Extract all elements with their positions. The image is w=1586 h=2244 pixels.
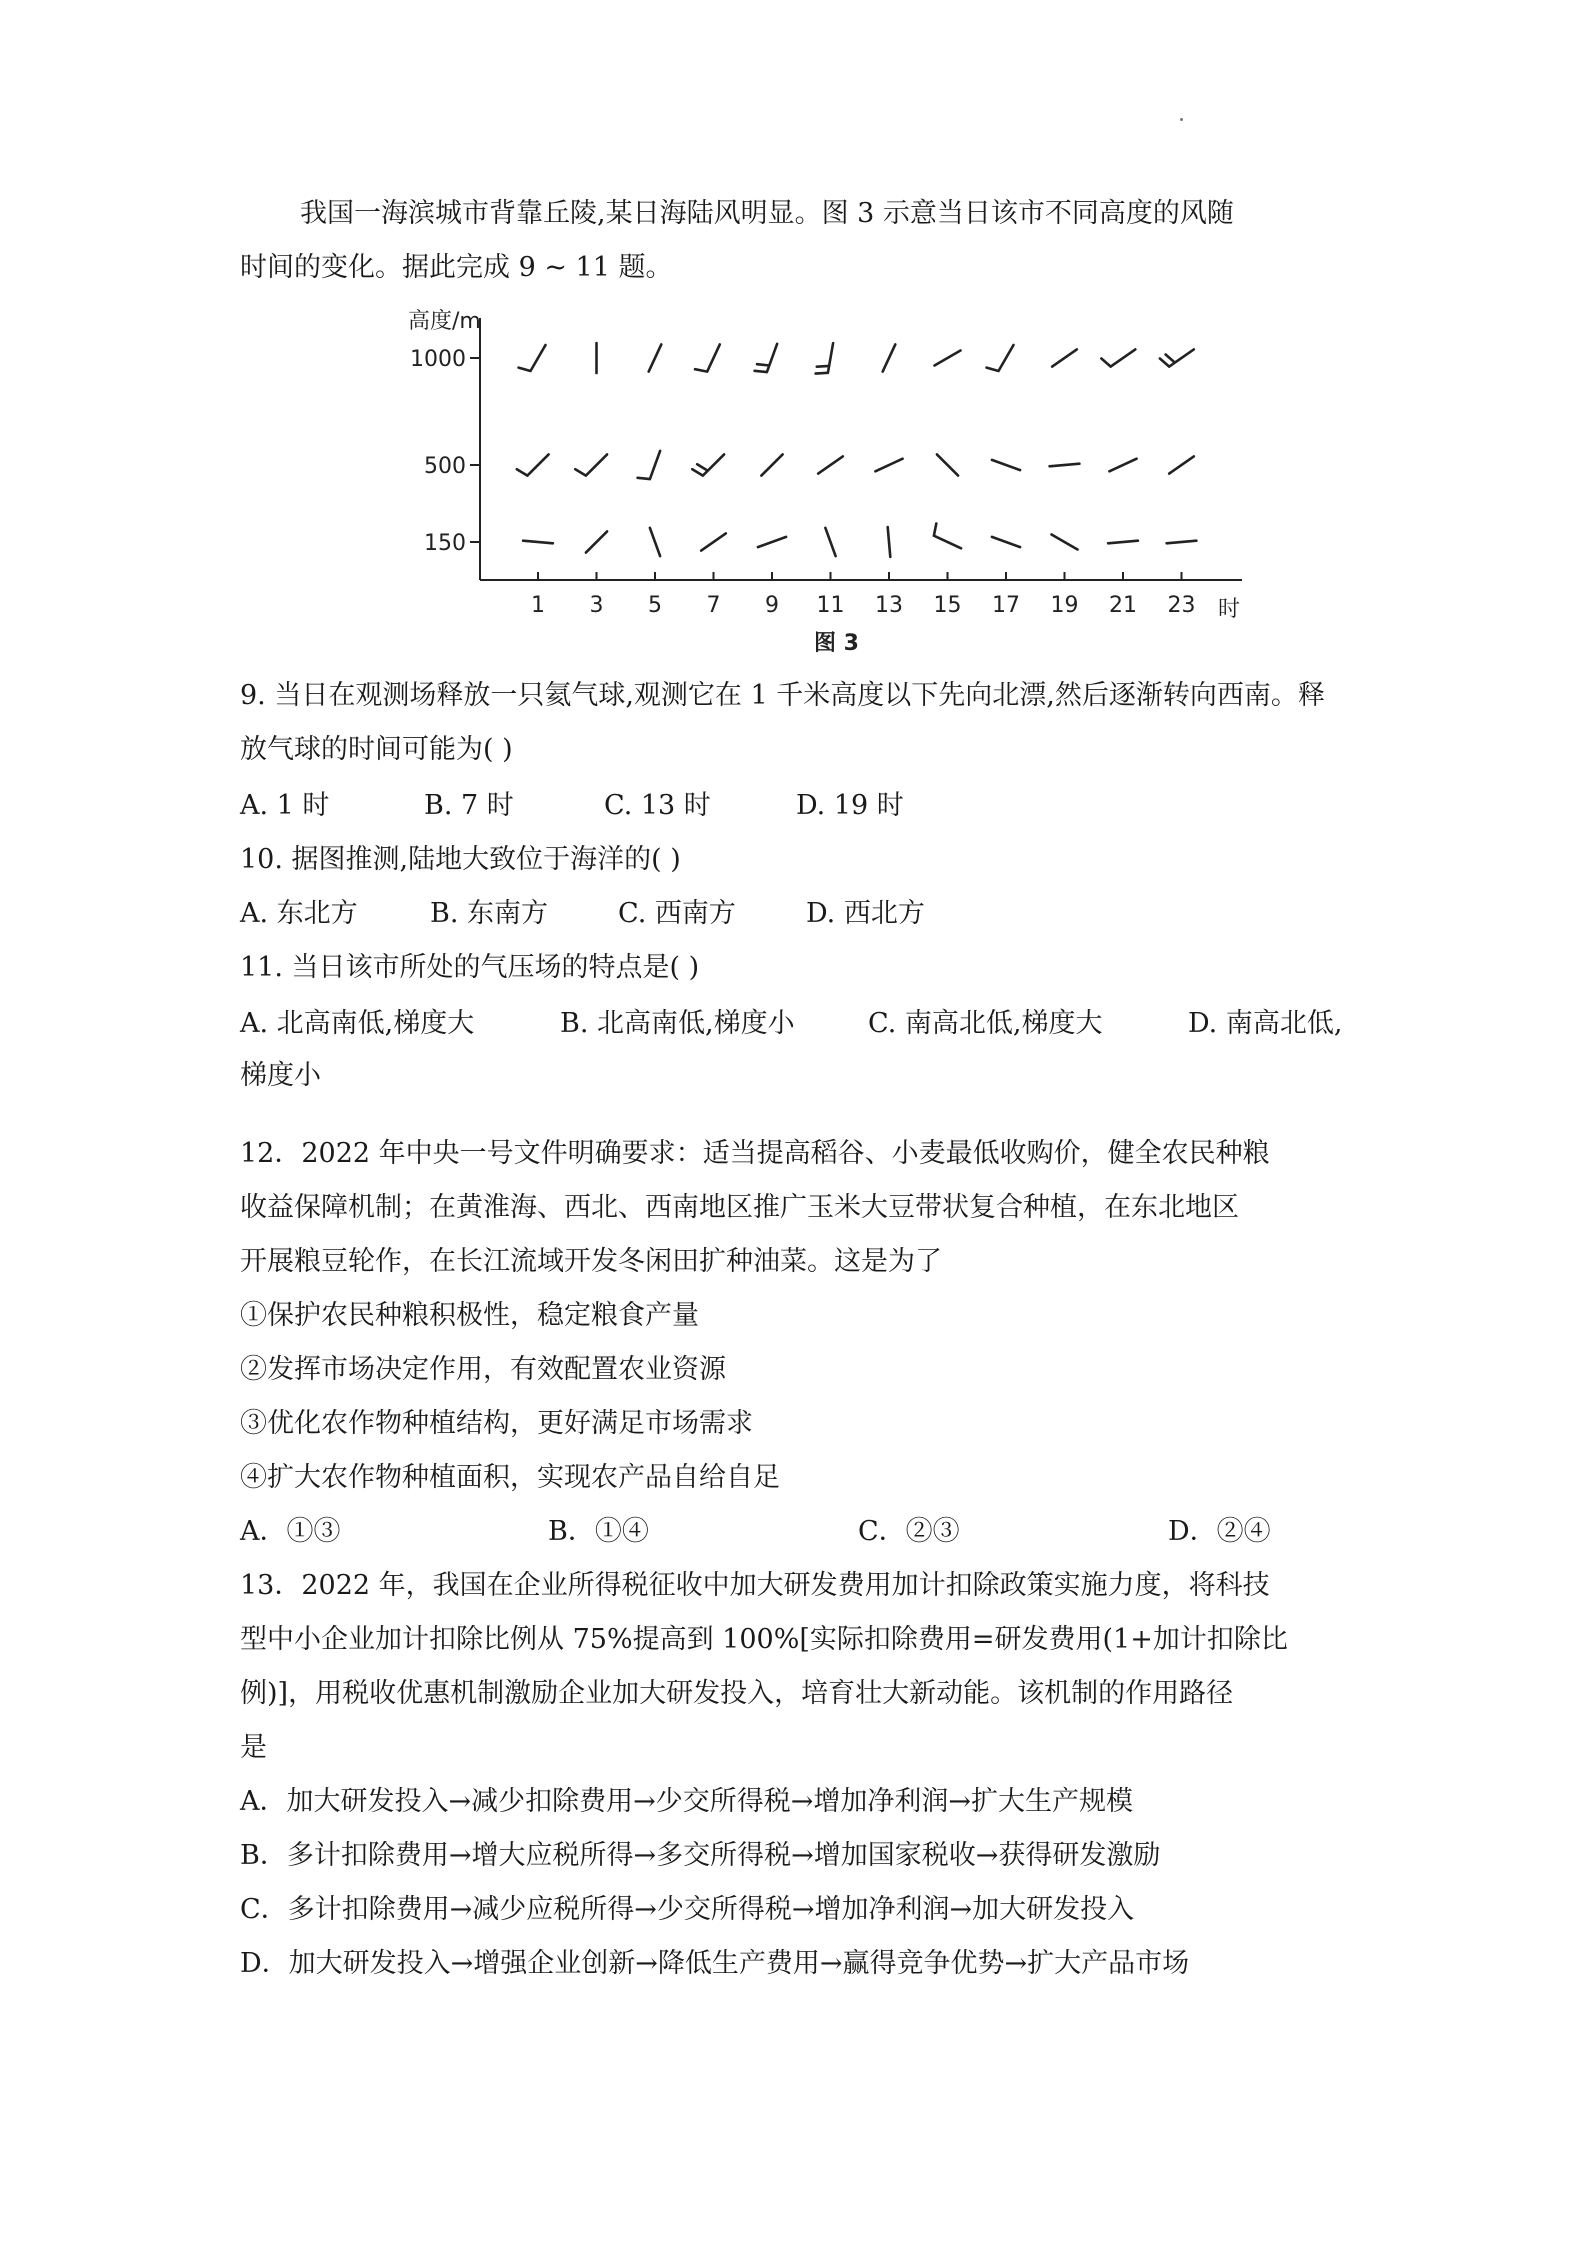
q13-option-c: C．多计扣除费用→减少应税所得→少交所得税→增加净利润→加大研发投入: [240, 1894, 1135, 1925]
x-tick-label: 11: [816, 593, 845, 618]
wind-barb: [816, 343, 834, 373]
q12-option-c: C．②③: [858, 1516, 960, 1547]
wind-barb: [695, 344, 720, 371]
q9-stem-line-1: 9. 当日在观测场释放一只氦气球,观测它在 1 千米高度以下先向北漂,然后逐渐转向西南。释: [240, 680, 1325, 711]
wind-barb: [638, 451, 661, 479]
q12-line-3: 开展粮豆轮作，在长江流域开发冬闲田扩种油菜。这是为了: [240, 1246, 942, 1277]
x-tick-label: 7: [706, 593, 721, 618]
q12-statement-2: ②发挥市场决定作用，有效配置农业资源: [240, 1354, 726, 1385]
wind-barb: [1169, 456, 1194, 473]
x-tick-label: 3: [589, 593, 604, 618]
wind-barb: [758, 537, 786, 547]
wind-barb: [992, 537, 1020, 547]
y-tick-label: 1000: [410, 347, 466, 372]
wind-barb: [937, 454, 958, 475]
q12-statement-4: ④扩大农作物种植面积，实现农产品自给自足: [240, 1462, 780, 1493]
wind-barb: [1160, 349, 1194, 366]
q11-option-d-wrap: 梯度小: [240, 1060, 321, 1091]
q12-line-1: 12．2022 年中央一号文件明确要求：适当提高稻谷、小麦最低收购价，健全农民种粮: [240, 1138, 1270, 1169]
q10-option-c: C. 西南方: [618, 898, 736, 929]
x-tick-label: 17: [992, 593, 1020, 618]
wind-barb: [701, 533, 726, 550]
wind-barb: [1101, 349, 1135, 366]
q10-option-a: A. 东北方: [240, 898, 358, 929]
wind-barb: [1052, 349, 1077, 366]
q12-line-2: 收益保障机制；在黄淮海、西北、西南地区推广玉米大豆带状复合种植，在东北地区: [240, 1192, 1239, 1223]
wind-barb: [586, 531, 607, 552]
wind-barb: [1109, 459, 1136, 472]
q13-line-4: 是: [240, 1732, 267, 1763]
q12-statement-1: ①保护农民种粮积极性，稳定粮食产量: [240, 1300, 699, 1331]
x-tick-label: 13: [875, 593, 903, 618]
intro-line-2: 时间的变化。据此完成 9 ~ 11 题。: [240, 252, 673, 283]
q9-stem-line-2: 放气球的时间可能为( ): [240, 734, 513, 765]
chart-caption: 图 3: [814, 631, 859, 656]
x-tick-label: 5: [648, 593, 662, 618]
q12-option-b: B．①④: [548, 1516, 649, 1547]
wind-barb: [650, 528, 660, 556]
q12-statement-3: ③优化农作物种植结构，更好满足市场需求: [240, 1408, 753, 1439]
q11-option-d: D. 南高北低,: [1188, 1008, 1343, 1039]
wind-barb: [761, 454, 782, 475]
wind-barb: [1050, 464, 1080, 467]
y-tick-label: 500: [424, 454, 466, 479]
wind-barb: [519, 345, 546, 371]
wind-barb: [934, 524, 961, 549]
q12-option-a: A．①③: [240, 1516, 341, 1547]
wind-barb: [1052, 535, 1078, 550]
q9-option-a: A. 1 时: [240, 790, 330, 821]
wind-barb: [517, 454, 549, 475]
x-tick-label: 1: [531, 593, 545, 618]
q13-line-3: 例)]，用税收优惠机制激励企业加大研发投入，培育壮大新动能。该机制的作用路径: [240, 1678, 1234, 1709]
q11-option-a: A. 北高南低,梯度大: [240, 1008, 475, 1039]
q11-option-c: C. 南高北低,梯度大: [868, 1008, 1103, 1039]
wind-barb: [523, 541, 553, 544]
wind-barb: [575, 454, 607, 475]
wind-barb: [755, 344, 778, 372]
q13-option-d: D．加大研发投入→增强企业创新→降低生产费用→赢得竞争优势→扩大产品市场: [240, 1948, 1190, 1979]
wind-barb: [875, 459, 902, 472]
wind-barb-chart: [390, 300, 1270, 660]
q9-option-c: C. 13 时: [604, 790, 711, 821]
q10-stem: 10. 据图推测,陆地大致位于海洋的( ): [240, 844, 681, 875]
y-tick-label: 150: [424, 531, 466, 556]
q9-option-d: D. 19 时: [796, 790, 904, 821]
wind-barb: [883, 344, 896, 371]
intro-line-1: 我国一海滨城市背靠丘陵,某日海陆风明显。图 3 示意当日该市不同高度的风随: [300, 198, 1234, 229]
x-tick-label: 19: [1050, 593, 1079, 618]
wind-barb: [818, 456, 843, 473]
q12-option-d: D．②④: [1168, 1516, 1271, 1547]
wind-barb: [649, 344, 662, 371]
wind-barb: [987, 345, 1014, 371]
wind-barb: [1167, 541, 1197, 544]
wind-barb: [692, 454, 724, 475]
x-tick-label: 15: [933, 593, 962, 618]
chart-ylabel: 高度/m: [408, 309, 481, 334]
q13-line-1: 13．2022 年，我国在企业所得税征收中加大研发费用加计扣除政策实施力度，将科技: [240, 1570, 1270, 1601]
q11-option-b: B. 北高南低,梯度小: [560, 1008, 795, 1039]
scan-dot: [1180, 118, 1183, 121]
q9-option-b: B. 7 时: [424, 790, 514, 821]
q13-line-2: 型中小企业加计扣除比例从 75%提高到 100%[实际扣除费用=研发费用(1+加计扣除比: [240, 1624, 1288, 1655]
x-tick-label: 21: [1109, 593, 1137, 618]
wind-barb: [935, 351, 961, 366]
wind-barb: [992, 460, 1020, 470]
q10-option-d: D. 西北方: [806, 898, 925, 929]
chart-xlabel: 时: [1218, 597, 1241, 622]
q13-option-a: A．加大研发投入→减少扣除费用→少交所得税→增加净利润→扩大生产规模: [240, 1786, 1133, 1817]
wind-barb: [888, 527, 891, 557]
x-tick-label: 23: [1167, 593, 1196, 618]
q11-stem: 11. 当日该市所处的气压场的特点是( ): [240, 952, 700, 983]
x-tick-label: 9: [765, 593, 779, 618]
q13-option-b: B．多计扣除费用→增大应税所得→多交所得税→增加国家税收→获得研发激励: [240, 1840, 1161, 1871]
wind-barb: [825, 528, 835, 556]
q10-option-b: B. 东南方: [430, 898, 549, 929]
wind-barb: [1108, 541, 1138, 544]
